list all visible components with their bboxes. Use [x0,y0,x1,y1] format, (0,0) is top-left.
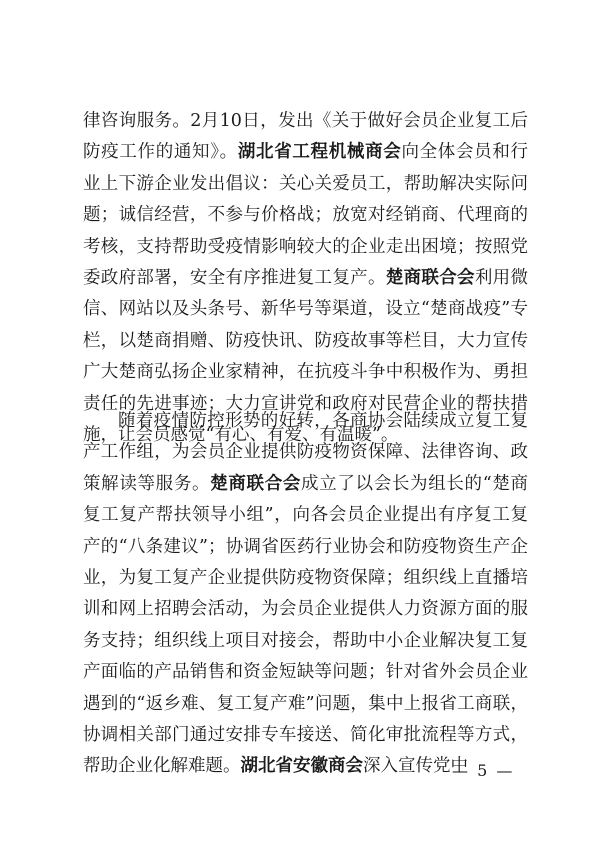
paragraph-1-text: 利用微信、网站以及头条号、新华号等渠道，设立“楚商战疫”专栏，以楚商捐赠、防疫快讯、防疫故事等栏目，大力宣传广大楚商弘扬企业家精神，在抗疫斗争中积极作为、勇担责任的先进事迹；大力宣讲党和政府对民营企业的帮扶措施，让会员感觉“有心、有爱、有温暖”。 [83,268,528,446]
body-paragraph-1 [83,106,528,451]
paragraph-2-text: 成立了以会长为组长的“楚商复工复产帮扶领导小组”，向各会员企业提出有序复工复产的“八条建议”；协调省医药行业协会和防疫物资生产企业，为复工复产企业提供防疫物资保障；组织线上直播培训和网上招聘会活动，为会员企业提供人力资源方面的服务支持；组织线上项目对接会，帮助中小企业解决复工复产面临的产品销售和资金短缺等问题；针对省外会员企业遇到的“返乡难、复工复产难”问题，集中上报省工商联，协调相关部门通过安排专车接送、简化审批流程等方式，帮助企业化解难题。 [83,473,529,777]
org-name-chu-merchants-federation: 楚商联合会 [210,473,302,494]
paragraph-2-text: 深入宣传党中 [363,756,468,777]
org-name-anhui-chamber-of-commerce: 湖北省安徽商会 [240,756,363,777]
org-name-engineering-machinery-chamber: 湖北省工程机械商会 [237,142,402,163]
paragraph-1-text: 向全体会员和行业上下游企业发出倡议：关心关爱员工，帮助解决实际问题；诚信经营，不参与价格战；放宽对经销商、代理商的考核，支持帮助受疫情影响较大的企业走出困境；按照党委政府部署，安全有序推进复工复产。 [83,142,528,289]
paragraph-1-text: 律咨询服务。2月10日，发出《关于做好会员企业复工后防疫工作的通知》。 [83,111,528,163]
paragraph-2-text: 随着疫情防控形势的好转，各商协会陆续成立复工复产工作组，为会员企业提供防疫物资保障、法律咨询、政策解读等服务。 [83,411,528,494]
org-name-chu-merchants-federation: 楚商联合会 [385,268,475,289]
page-number: — 5 — [452,761,515,780]
body-paragraph-2 [83,406,528,783]
